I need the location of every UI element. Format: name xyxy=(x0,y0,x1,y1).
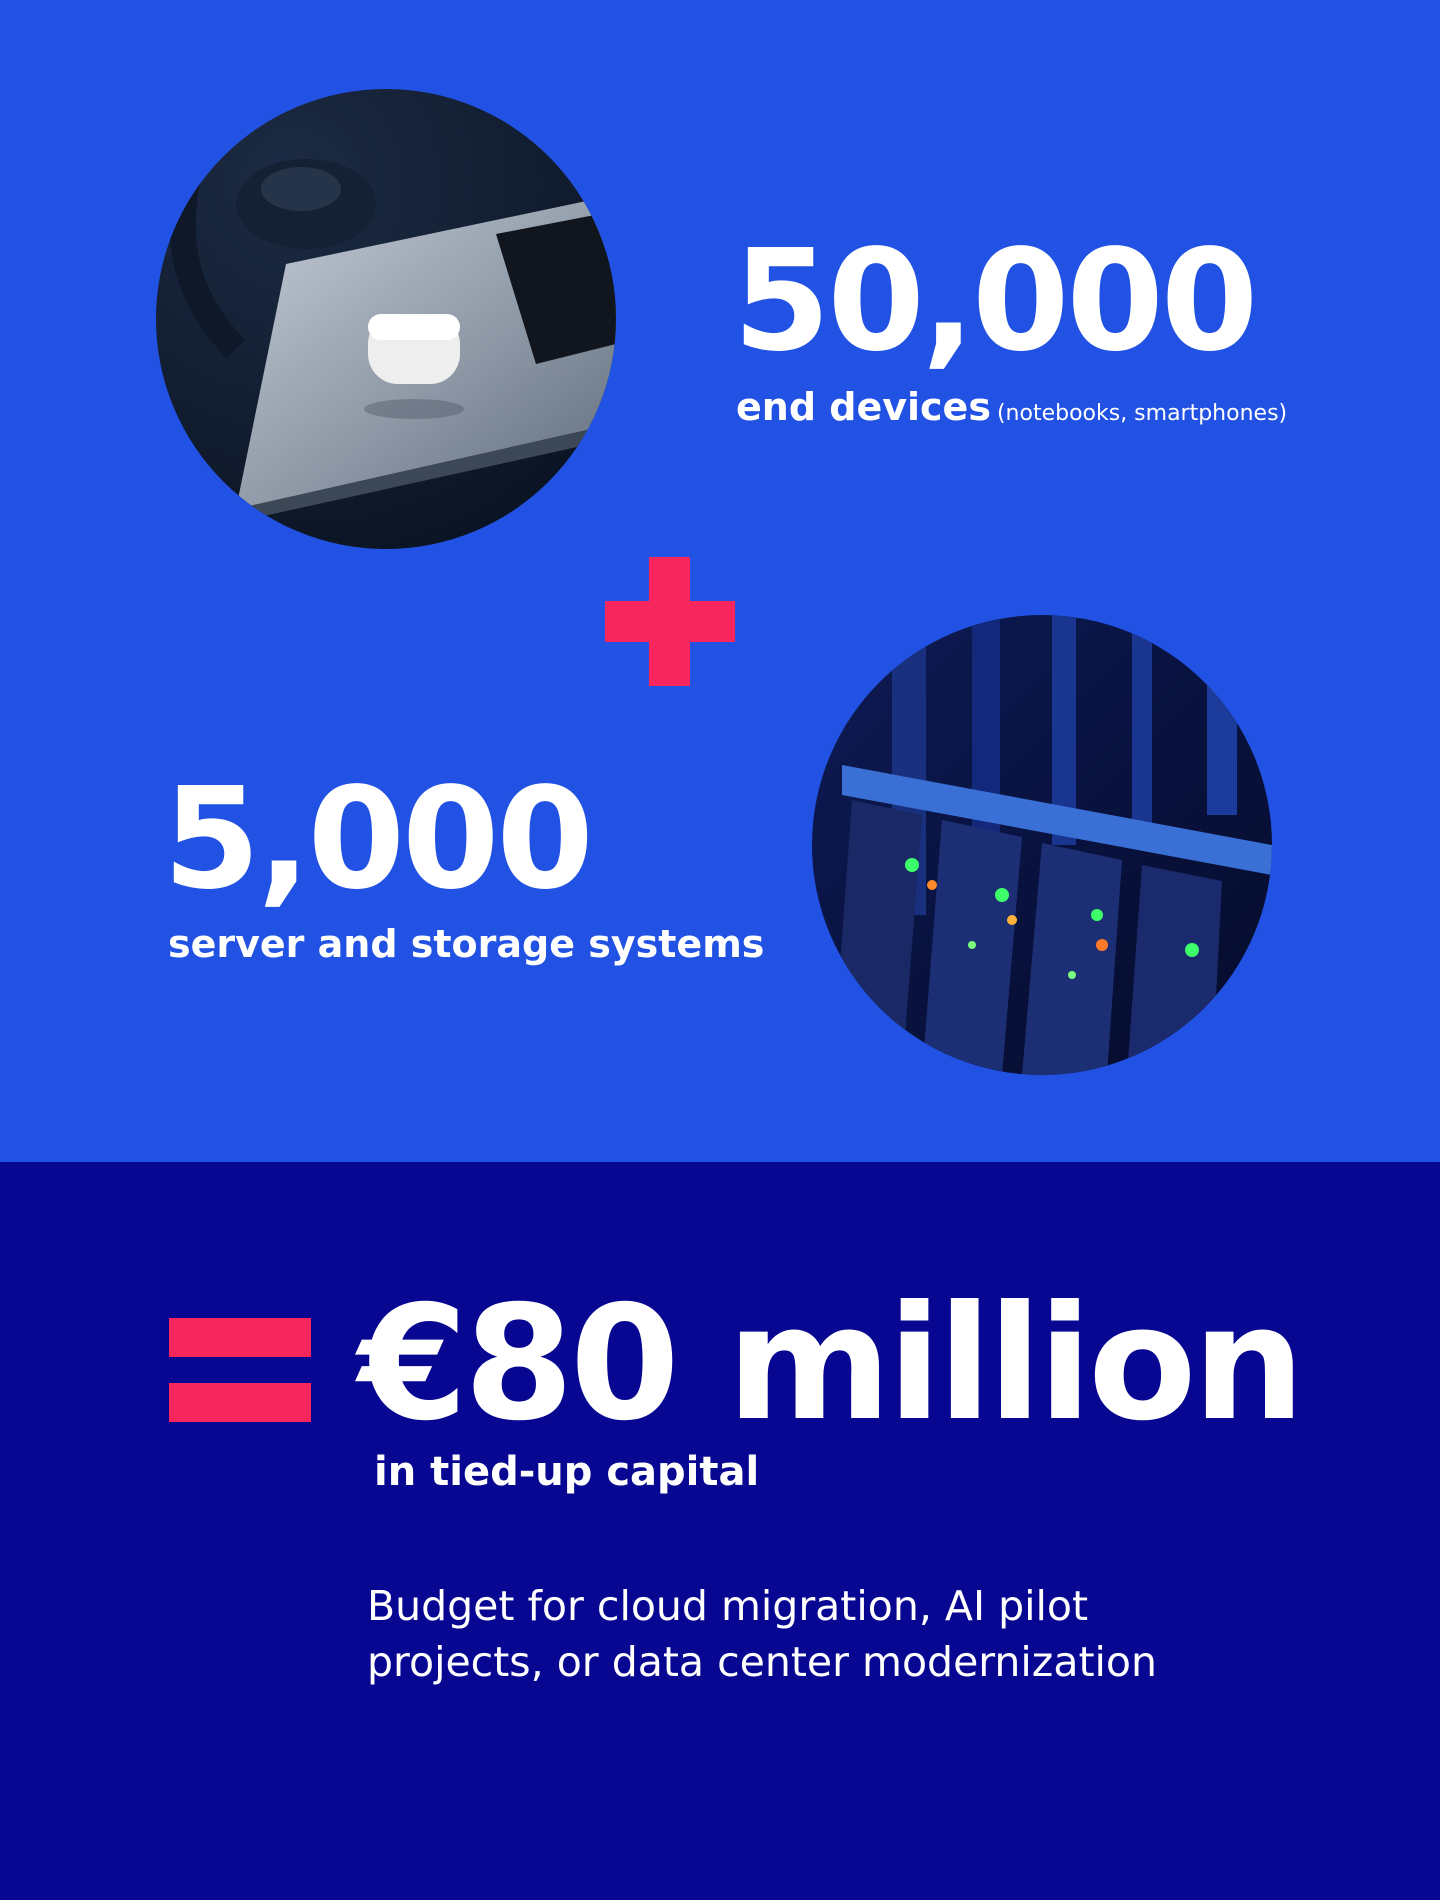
devices-note: (notebooks, smartphones) xyxy=(996,401,1288,426)
devices-label-text: end devices xyxy=(736,385,991,429)
budget-description: Budget for cloud migration, AI pilot projects, or data center modernization xyxy=(367,1582,1157,1686)
servers-label: server and storage systems xyxy=(168,922,765,966)
servers-count: 5,000 xyxy=(163,758,591,921)
plus-horizontal-bar xyxy=(605,601,735,642)
devices-count: 50,000 xyxy=(733,220,1256,383)
equals-bottom-bar xyxy=(169,1383,311,1422)
servers-photo xyxy=(812,615,1272,1075)
capital-label: in tied-up capital xyxy=(374,1449,760,1495)
devices-label xyxy=(736,385,1288,429)
devices-photo xyxy=(156,89,616,549)
equals-top-bar xyxy=(169,1318,311,1357)
capital-amount: €80 million xyxy=(358,1272,1302,1456)
